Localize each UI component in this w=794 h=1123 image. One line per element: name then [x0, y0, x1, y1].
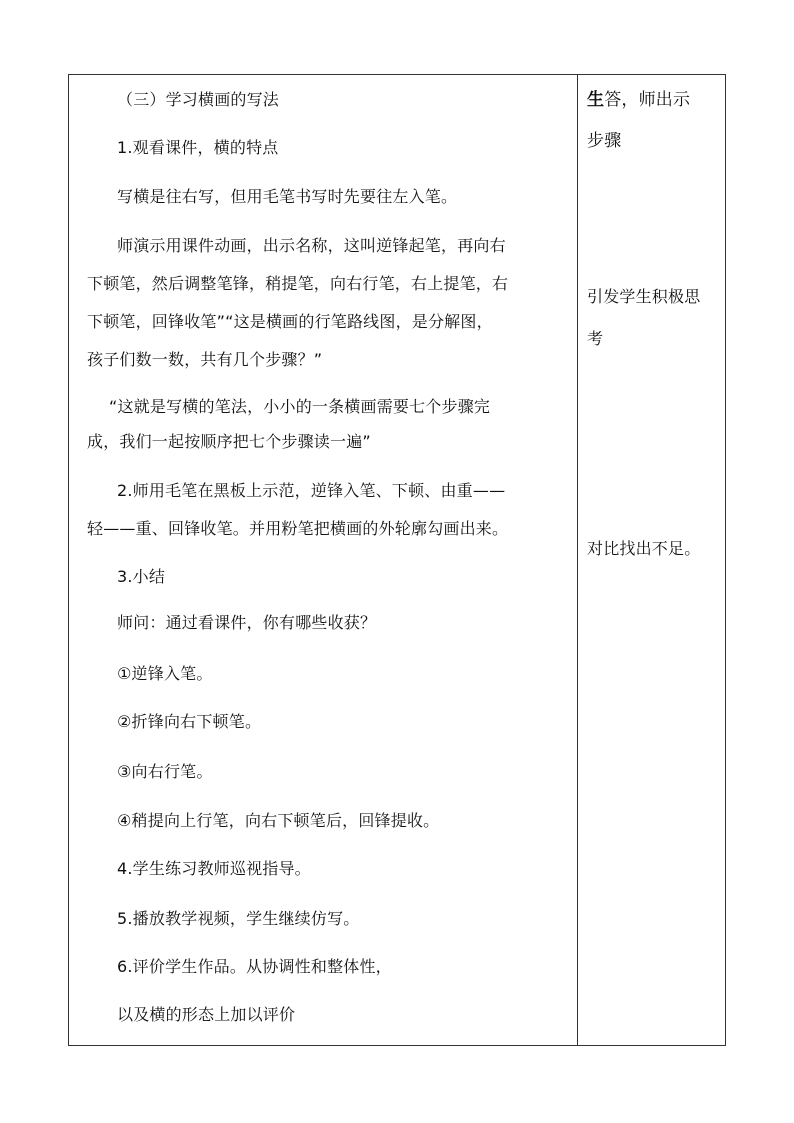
step-3: 3.小结 [117, 567, 166, 586]
lesson-table [68, 74, 726, 1046]
note-text: 答，师出示 [604, 90, 691, 110]
column-divider [577, 75, 578, 1045]
note-line: 考 [587, 329, 604, 348]
section-heading: （三）学习横画的写法 [117, 90, 280, 109]
step-2: 2.师用毛笔在黑板上示范，逆锋入笔、下顿、由重—— [117, 481, 506, 500]
list-item: ④稍提向上行笔，向右下顿笔后，回锋提收。 [117, 811, 440, 830]
paragraph-line: 下顿笔，回锋收笔”“这是横画的行笔路线图，是分解图， [87, 312, 493, 331]
list-item: ②折锋向右下顿笔。 [117, 712, 262, 731]
list-item: ③向右行笔。 [117, 762, 213, 781]
step-5: 5.播放教学视频，学生继续仿写。 [117, 909, 360, 928]
paragraph-line: 下顿笔，然后调整笔锋，稍提笔，向右行笔，右上提笔，右 [87, 274, 509, 293]
step-6: 6.评价学生作品。从协调性和整体性， [117, 957, 392, 976]
paragraph-line: 以及横的形态上加以评价 [117, 1005, 296, 1024]
note-teacher-shows-steps [587, 90, 690, 110]
note-bold-char: 生 [587, 90, 605, 110]
paragraph-line: 成，我们一起按顺序把七个步骤读一遍” [87, 432, 371, 451]
list-item: ①逆锋入笔。 [117, 664, 213, 683]
step-4: 4.学生练习教师巡视指导。 [117, 859, 311, 878]
paragraph-line: 师演示用课件动画，出示名称，这叫逆锋起笔，再向右 [117, 236, 506, 255]
paragraph-line: 写横是往右写，但用毛笔书写时先要往左入笔。 [117, 187, 458, 206]
paragraph-line: “这就是写横的笔法，小小的一条横画需要七个步骤完 [109, 397, 491, 416]
paragraph-line: 轻——重、回锋收笔。并用粉笔把横画的外轮廓勾画出来。 [87, 519, 509, 538]
note-line: 步骤 [587, 131, 622, 151]
paragraph-line: 孩子们数一数，共有几个步骤？” [87, 350, 323, 369]
step-1: 1.观看课件，横的特点 [117, 138, 279, 157]
paragraph-line: 师问：通过看课件，你有哪些收获？ [117, 613, 377, 632]
note-compare: 对比找出不足。 [587, 539, 701, 558]
note-inspire-thinking: 引发学生积极思 [587, 287, 701, 306]
